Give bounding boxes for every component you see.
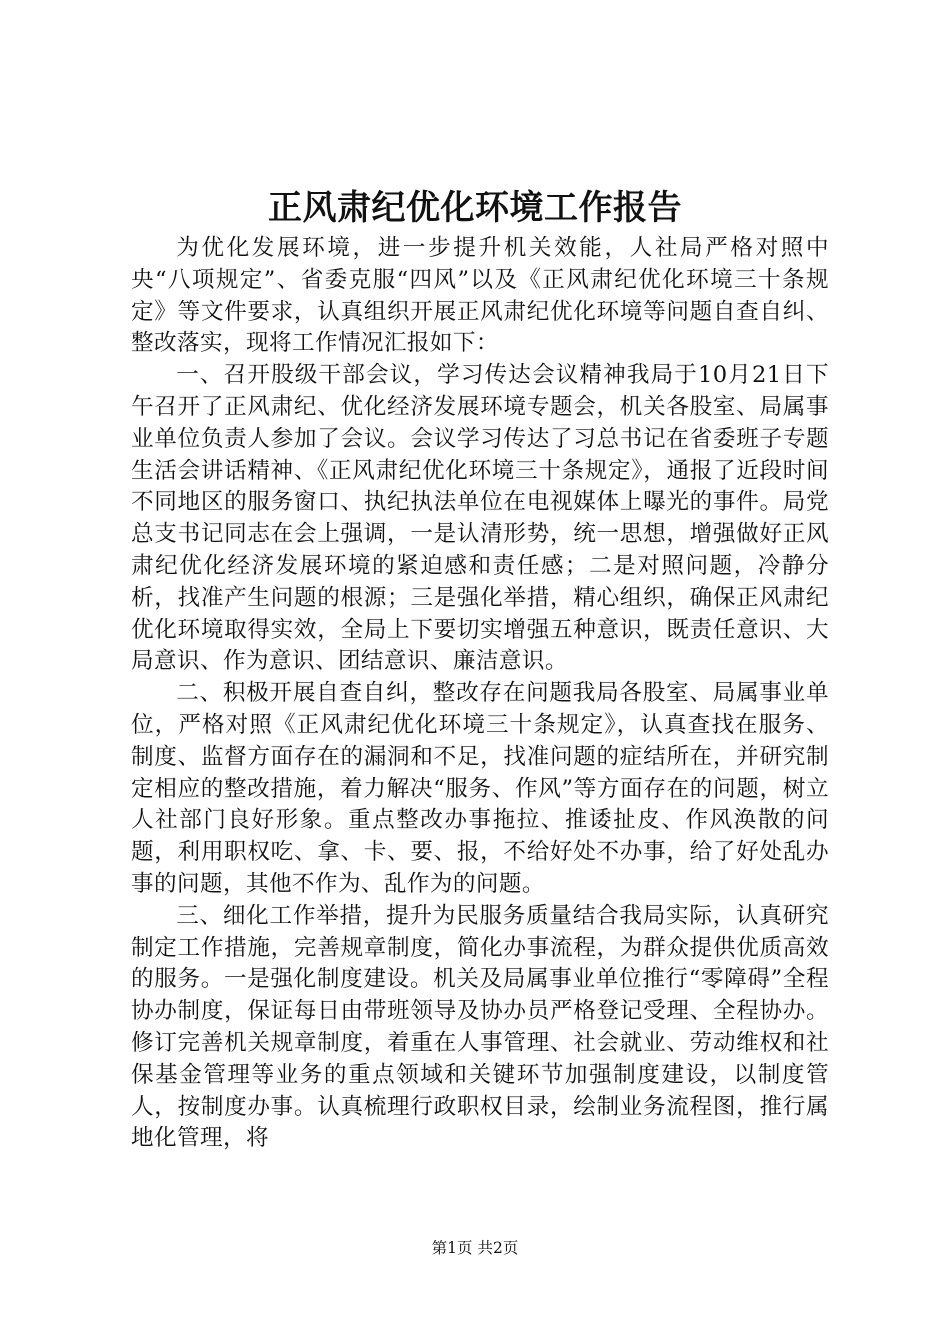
document-title: 正风肃纪优化环境工作报告 (268, 188, 682, 228)
document-body (131, 233, 829, 1155)
page-footer: 第1页 共2页 (431, 1239, 519, 1257)
paragraph-intro: 为优化发展环境，进一步提升机关效能，人社局严格对照中央“八项规定”、省委克服“四风”以及《正风肃纪优化环境三十条规定》等文件要求，认真组织开展正风肃纪优化环境等问题自查自纠、整改落实，现将工作情况汇报如下： (131, 235, 829, 357)
paragraph-section-2: 二、积极开展自查自纠，整改存在问题我局各股室、局属事业单位，严格对照《正风肃纪优化环境三十条规定》，认真查找在服务、制度、监督方面存在的漏洞和不足，找准问题的症结所在，并研究制定相应的整改措施，着力解决“服务、作风”等方面存在的问题，树立人社部门良好形象。重点整改办事拖拉、推诿扯皮、作风涣散的问题，利用职权吃、拿、卡、要、报，不给好处不办事，给了好处乱办事的问题，其他不作为、乱作为的问题。 (131, 680, 829, 897)
paragraph-section-1: 一、召开股级干部会议，学习传达会议精神我局于10月21日下午召开了正风肃纪、优化经济发展环境专题会，机关各股室、局属事业单位负责人参加了会议。会议学习传达了习总书记在省委班子专题生活会讲话精神、《正风肃纪优化环境三十条规定》，通报了近段时间不同地区的服务窗口、执纪执法单位在电视媒体上曝光的事件。局党总支书记同志在会上强调，一是认清形势，统一思想，增强做好正风肃纪优化经济发展环境的紧迫感和责任感；二是对照问题，冷静分析，找准产生问题的根源；三是强化举措，精心组织，确保正风肃纪优化环境取得实效，全局上下要切实增强五种意识，既责任意识、大局意识、作为意识、团结意识、廉洁意识。 (131, 362, 829, 675)
paragraph-section-3: 三、细化工作举措，提升为民服务质量结合我局实际，认真研究制定工作措施，完善规章制度，简化办事流程，为群众提供优质高效的服务。一是强化制度建设。机关及局属事业单位推行“零障碍”全程协办制度，保证每日由带班领导及协办员严格登记受理、全程协办。修订完善机关规章制度，着重在人事管理、社会就业、劳动维权和社保基金管理等业务的重点领域和关键环节加强制度建设，以制度管人，按制度办事。认真梳理行政职权目录，绘制业务流程图，推行属地化管理，将 (131, 902, 829, 1152)
